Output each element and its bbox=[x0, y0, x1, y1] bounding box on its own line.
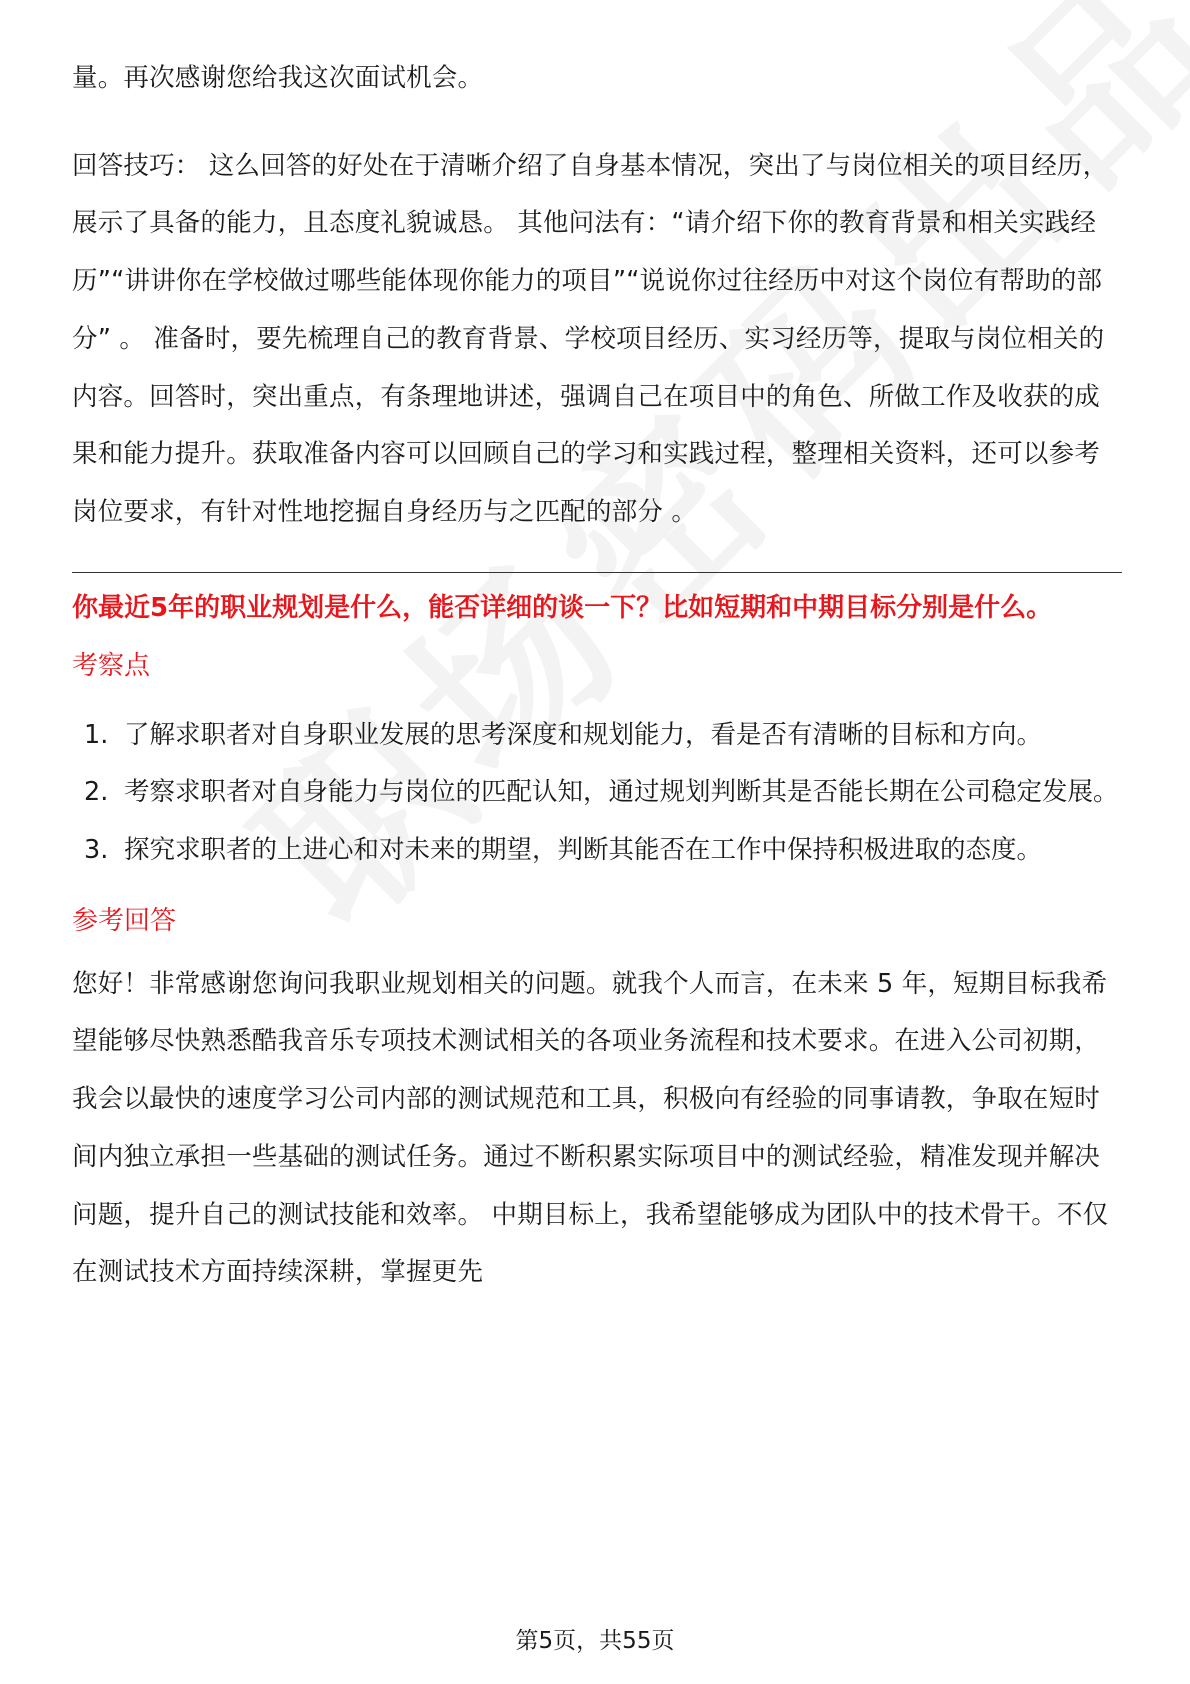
list-item bbox=[72, 707, 1122, 765]
list-text: 探究求职者的上进心和对未来的期望，判断其能否在工作中保持积极进取的态度。 bbox=[124, 835, 1043, 866]
list-text: 了解求职者对自身职业发展的思考深度和规划能力，看是否有清晰的目标和方向。 bbox=[124, 719, 1043, 750]
list-text: 考察求职者对自身能力与岗位的匹配认知，通过规划判断其是否能长期在公司稳定发展。 bbox=[124, 777, 1119, 808]
examine-points bbox=[72, 707, 1122, 880]
section-divider bbox=[72, 572, 1122, 573]
answer-tips: 回答技巧： 这么回答的好处在于清晰介绍了自身基本情况，突出了与岗位相关的项目经历，展示了具备的能力，且态度礼貌诚恳。 其他问法有：“请介绍下你的教育背景和相关实践经历”“讲讲你在学校做过哪些能体现你能力的项目”“说说你过往经历中对这个岗位有帮助的部分” 。 准备时，要先梳理自己的教育背景、学校项目经历、实习经历等，提取与岗位相关的内容。回答时，突出重点，有条理地讲述，强调自己在项目中的角色、所做工作及收获的成果和能力提升。获取准备内容可以回顾自己的学习和实践过程，整理相关资料，还可以参考岗位要求，有针对性地挖掘自身经历与之匹配的部分 。 bbox=[72, 150, 1109, 527]
list-number: 3. bbox=[84, 835, 109, 866]
list-number: 2. bbox=[84, 777, 109, 808]
page-footer: 第5页，共55页 bbox=[515, 1628, 675, 1654]
continued-text: 量。再次感谢您给我这次面试机会。 bbox=[72, 63, 484, 93]
question-title: 你最近5年的职业规划是什么，能否详细的谈一下？比如短期和中期目标分别是什么。 bbox=[72, 592, 1053, 623]
reference-answer: 您好！非常感谢您询问我职业规划相关的问题。就我个人而言，在未来 5 年，短期目标我希望能够尽快熟悉酷我音乐专项技术测试相关的各项业务流程和技术要求。在进入公司初期，我会以最快的速度学习公司内部的测试规范和工具，积极向有经验的同事请教，争取在短时间内独立承担一些基础的测试任务。通过不断积累实际项目中的测试经验，精准发现并解决问题，提升自己的测试技能和效率。 中期目标上，我希望能够成为团队中的技术骨干。不仅在测试技术方面持续深耕，掌握更先 bbox=[72, 968, 1109, 1288]
list-number: 1. bbox=[84, 719, 109, 750]
list-item bbox=[72, 822, 1122, 880]
examine-heading: 考察点 bbox=[72, 650, 151, 681]
answer-heading: 参考回答 bbox=[72, 905, 177, 936]
content bbox=[72, 50, 1122, 1302]
list-item bbox=[72, 764, 1122, 822]
